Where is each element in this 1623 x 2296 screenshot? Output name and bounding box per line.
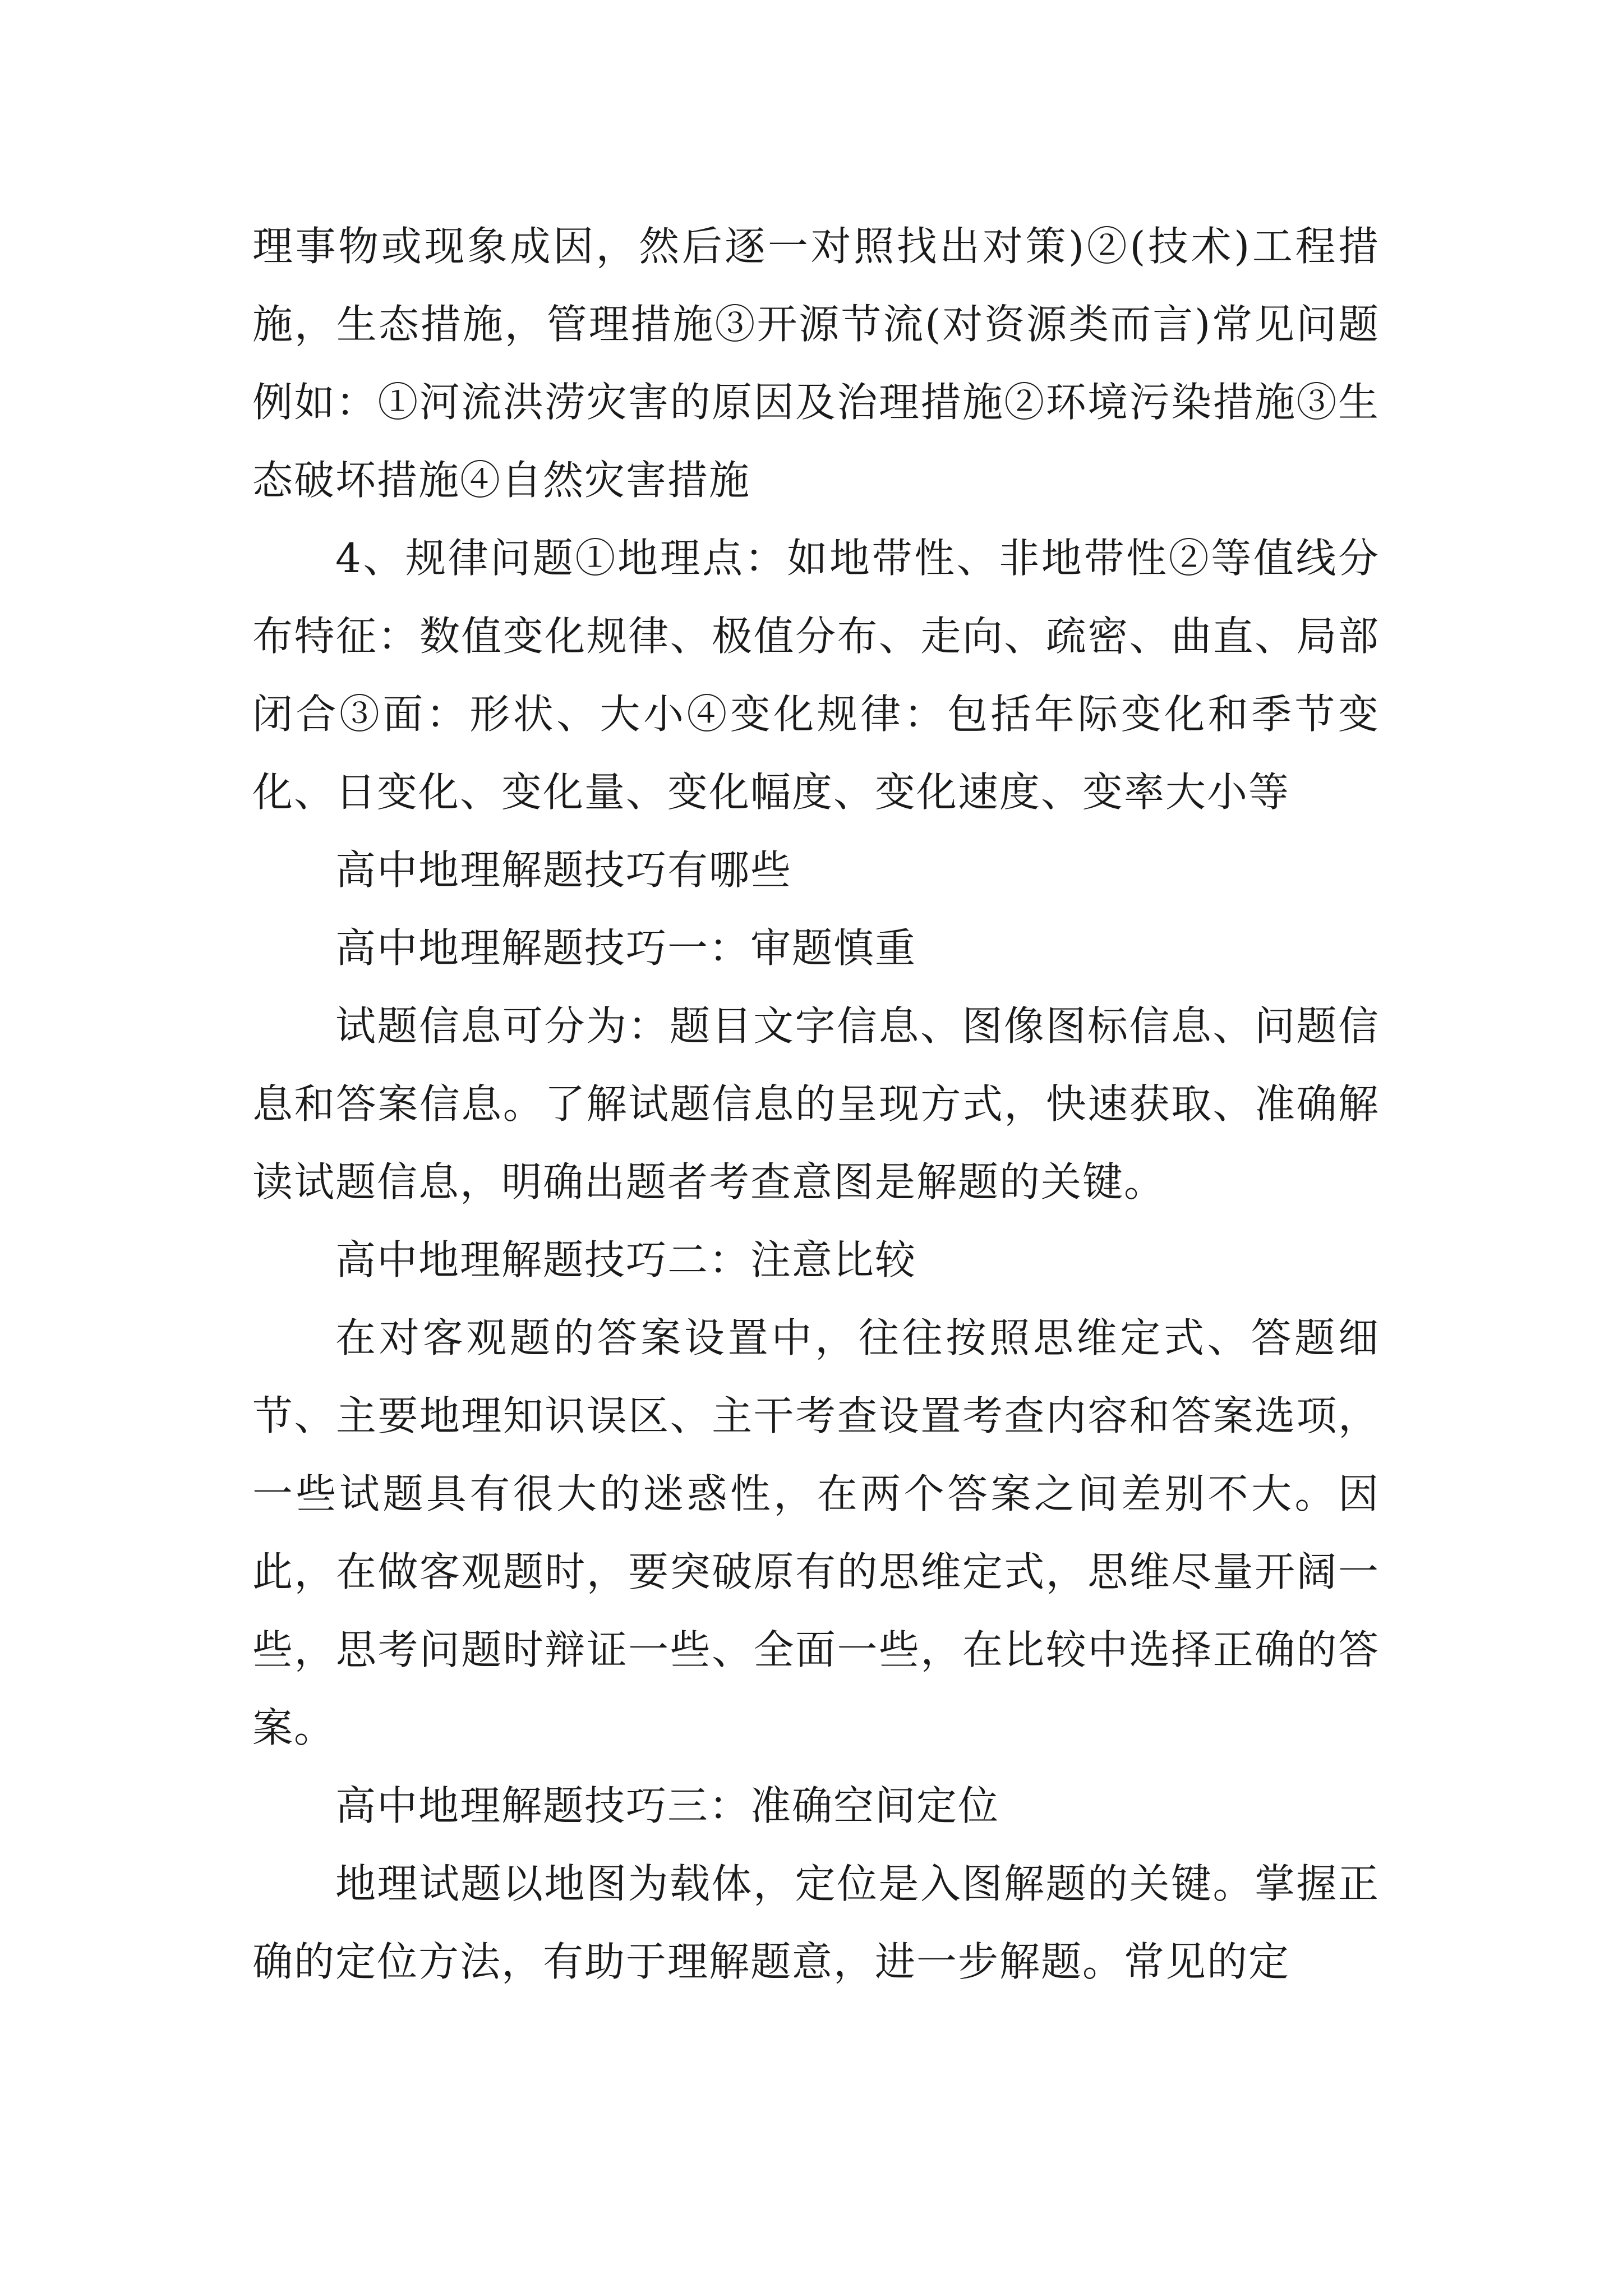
section-heading-techniques: 高中地理解题技巧有哪些 <box>335 846 792 894</box>
paragraph-technique-3: 地理试题以地图为载体，定位是入图解题的关键。掌握正确的定位方法，有助于理解题意，进一步解题。常见的定 <box>252 1860 1380 1985</box>
subheading-technique-2: 高中地理解题技巧二：注意比较 <box>335 1236 917 1283</box>
paragraph-rule-questions: 4、规律问题①地理点：如地带性、非地带性②等值线分布特征：数值变化规律、极值分布、走向、疏密、曲直、局部闭合③面：形状、大小④变化规律：包括年际变化和季节变化、日变化、变化量、变化幅度、变化速度、变率大小等 <box>252 535 1380 816</box>
paragraph-technique-2: 在对客观题的答案设置中，往往按照思维定式、答题细节、主要地理知识误区、主干考查设置考查内容和答案选项，一些试题具有很大的迷惑性，在两个答案之间差别不大。因此，在做客观题时，要突破原有的思维定式，思维尽量开阔一些，思考问题时辩证一些、全面一些，在比较中选择正确的答案。 <box>252 1314 1380 1751</box>
subheading-technique-1: 高中地理解题技巧一：审题慎重 <box>335 924 917 972</box>
paragraph-technique-1: 试题信息可分为：题目文字信息、图像图标信息、问题信息和答案信息。了解试题信息的呈现方式，快速获取、准确解读试题信息，明确出题者考查意图是解题的关键。 <box>252 1002 1380 1205</box>
document-page <box>252 208 1380 2001</box>
paragraph-continuation: 理事物或现象成因，然后逐一对照找出对策)②(技术)工程措施，生态措施，管理措施③开源节流(对资源类而言)常见问题例如：①河流洪涝灾害的原因及治理措施②环境污染措施③生态破坏措施④自然灾害措施 <box>252 223 1380 504</box>
subheading-technique-3: 高中地理解题技巧三：准确空间定位 <box>335 1782 1000 1829</box>
